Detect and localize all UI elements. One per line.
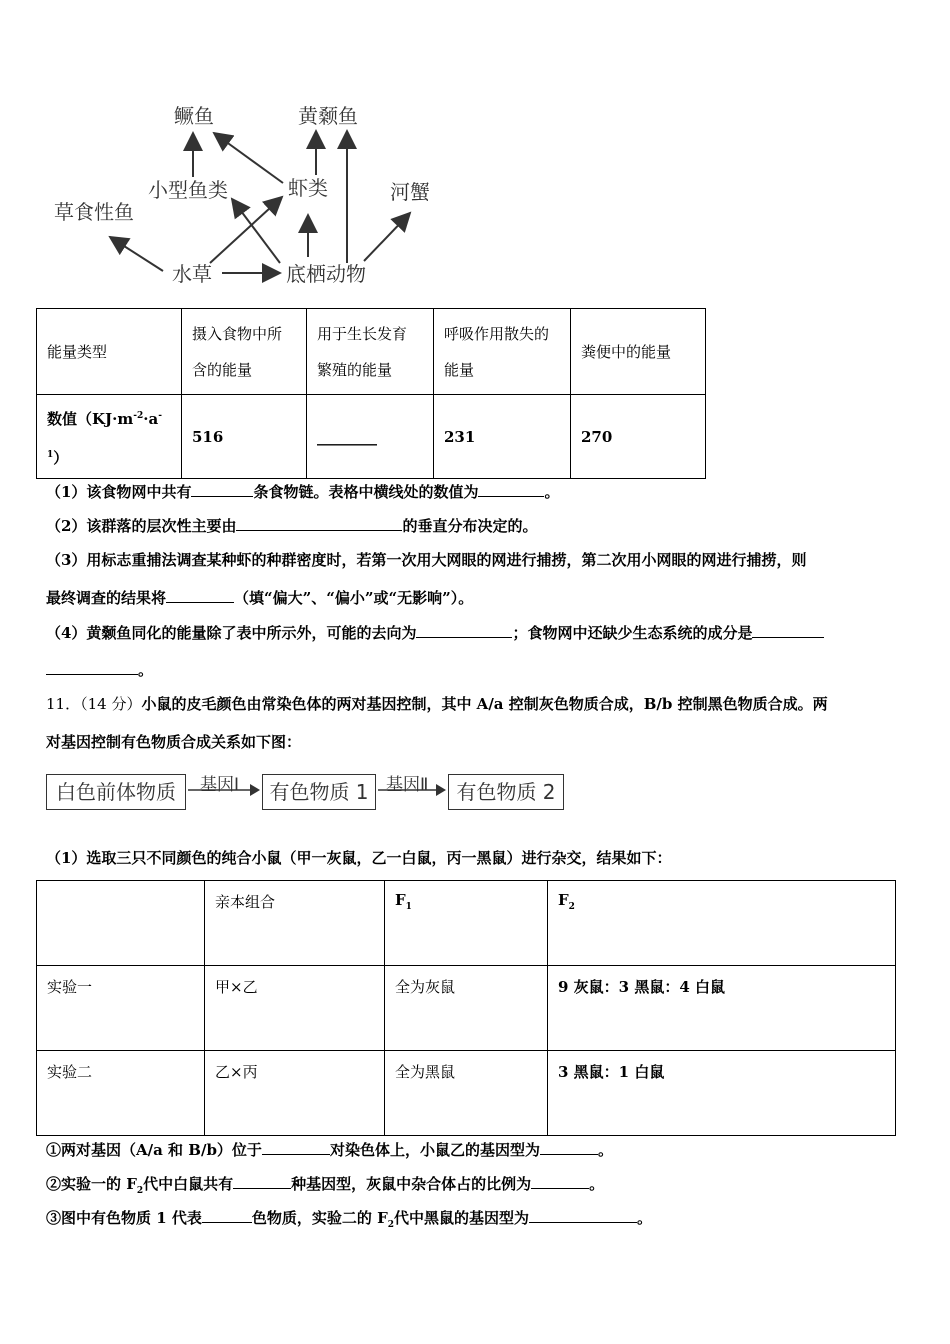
q10-part3-line1: （3）用标志重捕法调查某种虾的种群密度时，若第一次用大网眼的网进行捕捞，第二次用小网眼的网进行捕捞，则 — [46, 551, 807, 569]
q11-intro-line1: 11．（14 分）小鼠的皮毛颜色由常染色体的两对基因控制，其中 A/a 控制灰色物质合成，B/b 控制黑色物质合成。两 — [46, 695, 828, 713]
pathway-box-colored1: 有色物质 1 — [262, 774, 376, 810]
q10-part3-line2: 最终调查的结果将 （填“偏大”、“偏小”或“无影响”）。 — [46, 589, 474, 607]
q11-sub1: ①两对基因（A/a 和 B/b）位于 对染色体上，小鼠乙的基因型为 。 — [46, 1141, 613, 1159]
energy-header-row — [37, 309, 706, 395]
cross-header-cell — [37, 881, 205, 966]
cross-cell: 乙×丙 — [205, 1051, 385, 1136]
pathway-box-precursor: 白色前体物质 — [46, 774, 186, 810]
cross-header-row — [37, 881, 896, 966]
pathway-arrow-2 — [376, 780, 448, 800]
node-crab: 河蟹 — [390, 180, 430, 204]
pathway-gene1-label: 基因Ⅰ — [200, 775, 240, 795]
cross-cell: 全为黑鼠 — [385, 1051, 548, 1136]
energy-header-cell: 用于生长发育 繁殖的能量 — [307, 309, 434, 395]
cross-cell: 甲×乙 — [205, 966, 385, 1051]
food-web-diagram — [40, 95, 460, 295]
energy-value-cell: 231 — [434, 395, 571, 479]
cross-header-cell: 亲本组合 — [205, 881, 385, 966]
energy-header-cell: 能量类型 — [37, 309, 182, 395]
q10-part1: （1）该食物网中共有 条食物链。表格中横线处的数值为 。 — [46, 483, 560, 501]
cross-cell: 9 灰鼠：3 黑鼠：4 白鼠 — [548, 966, 896, 1051]
energy-value-cell: 270 — [571, 395, 706, 479]
node-herbivore-fish: 草食性鱼 — [54, 200, 134, 224]
node-catfish: 黄颡鱼 — [298, 104, 358, 128]
q10-part2: （2）该群落的层次性主要由 的垂直分布决定的。 — [46, 517, 538, 535]
q10-part4-line1: （4）黄颡鱼同化的能量除了表中所示外，可能的去向为 ；食物网中还缺少生态系统的成分是 — [46, 623, 824, 643]
energy-header-cell: 粪便中的能量 — [571, 309, 706, 395]
cross-cell: 实验二 — [37, 1051, 205, 1136]
cross-table — [36, 880, 896, 1136]
node-small-fish: 小型鱼类 — [148, 178, 228, 202]
q11-sub3: ③图中有色物质 1 代表 色物质，实验二的 $F_2$代中黑鼠的基因型为 。 — [46, 1209, 653, 1230]
arrow-shrimp-eel — [214, 133, 283, 183]
energy-value-cell: ________ — [307, 395, 434, 479]
arrow-benthic-smallfish — [232, 199, 280, 263]
pathway-arrow-1 — [186, 780, 262, 800]
node-benthic: 底栖动物 — [286, 262, 366, 286]
node-water-grass: 水草 — [172, 262, 212, 286]
q11-part1: （1）选取三只不同颜色的纯合小鼠（甲一灰鼠，乙一白鼠，丙一黑鼠）进行杂交，结果如下： — [46, 849, 672, 867]
q11-intro-line2: 对基因控制有色物质合成关系如下图： — [46, 733, 302, 751]
cross-cell: 3 黑鼠：1 白鼠 — [548, 1051, 896, 1136]
cross-cell: 全为灰鼠 — [385, 966, 548, 1051]
arrow-grass-shrimp — [210, 197, 282, 263]
cross-header-cell: $F_1$ — [385, 881, 548, 966]
cross-cell: 实验一 — [37, 966, 205, 1051]
pathway-gene2-label: 基因Ⅱ — [386, 775, 429, 795]
cross-row — [37, 966, 896, 1051]
q10-part4-line2: 。 — [46, 660, 153, 680]
arrow-benthic-crab — [364, 213, 410, 261]
pathway-box-colored2: 有色物质 2 — [448, 774, 564, 810]
energy-value-cell: 516 — [182, 395, 307, 479]
node-eel: 鳜鱼 — [174, 104, 214, 128]
arrow-grass-herbivore — [110, 237, 163, 271]
energy-value-row — [37, 395, 706, 479]
node-shrimp: 虾类 — [288, 176, 328, 200]
cross-row — [37, 1051, 896, 1136]
energy-row-label: 数值（$KJ\cdot m^{-2}\cdot a^-$ $^1$） — [37, 395, 182, 479]
energy-header-cell: 呼吸作用散失的 能量 — [434, 309, 571, 395]
cross-header-cell: $F_2$ — [548, 881, 896, 966]
energy-table — [36, 308, 706, 479]
energy-header-cell: 摄入食物中所 含的能量 — [182, 309, 307, 395]
q11-sub2: ②实验一的 $F_2$代中白鼠共有 种基因型，灰鼠中杂合体占的比例为 。 — [46, 1175, 605, 1196]
